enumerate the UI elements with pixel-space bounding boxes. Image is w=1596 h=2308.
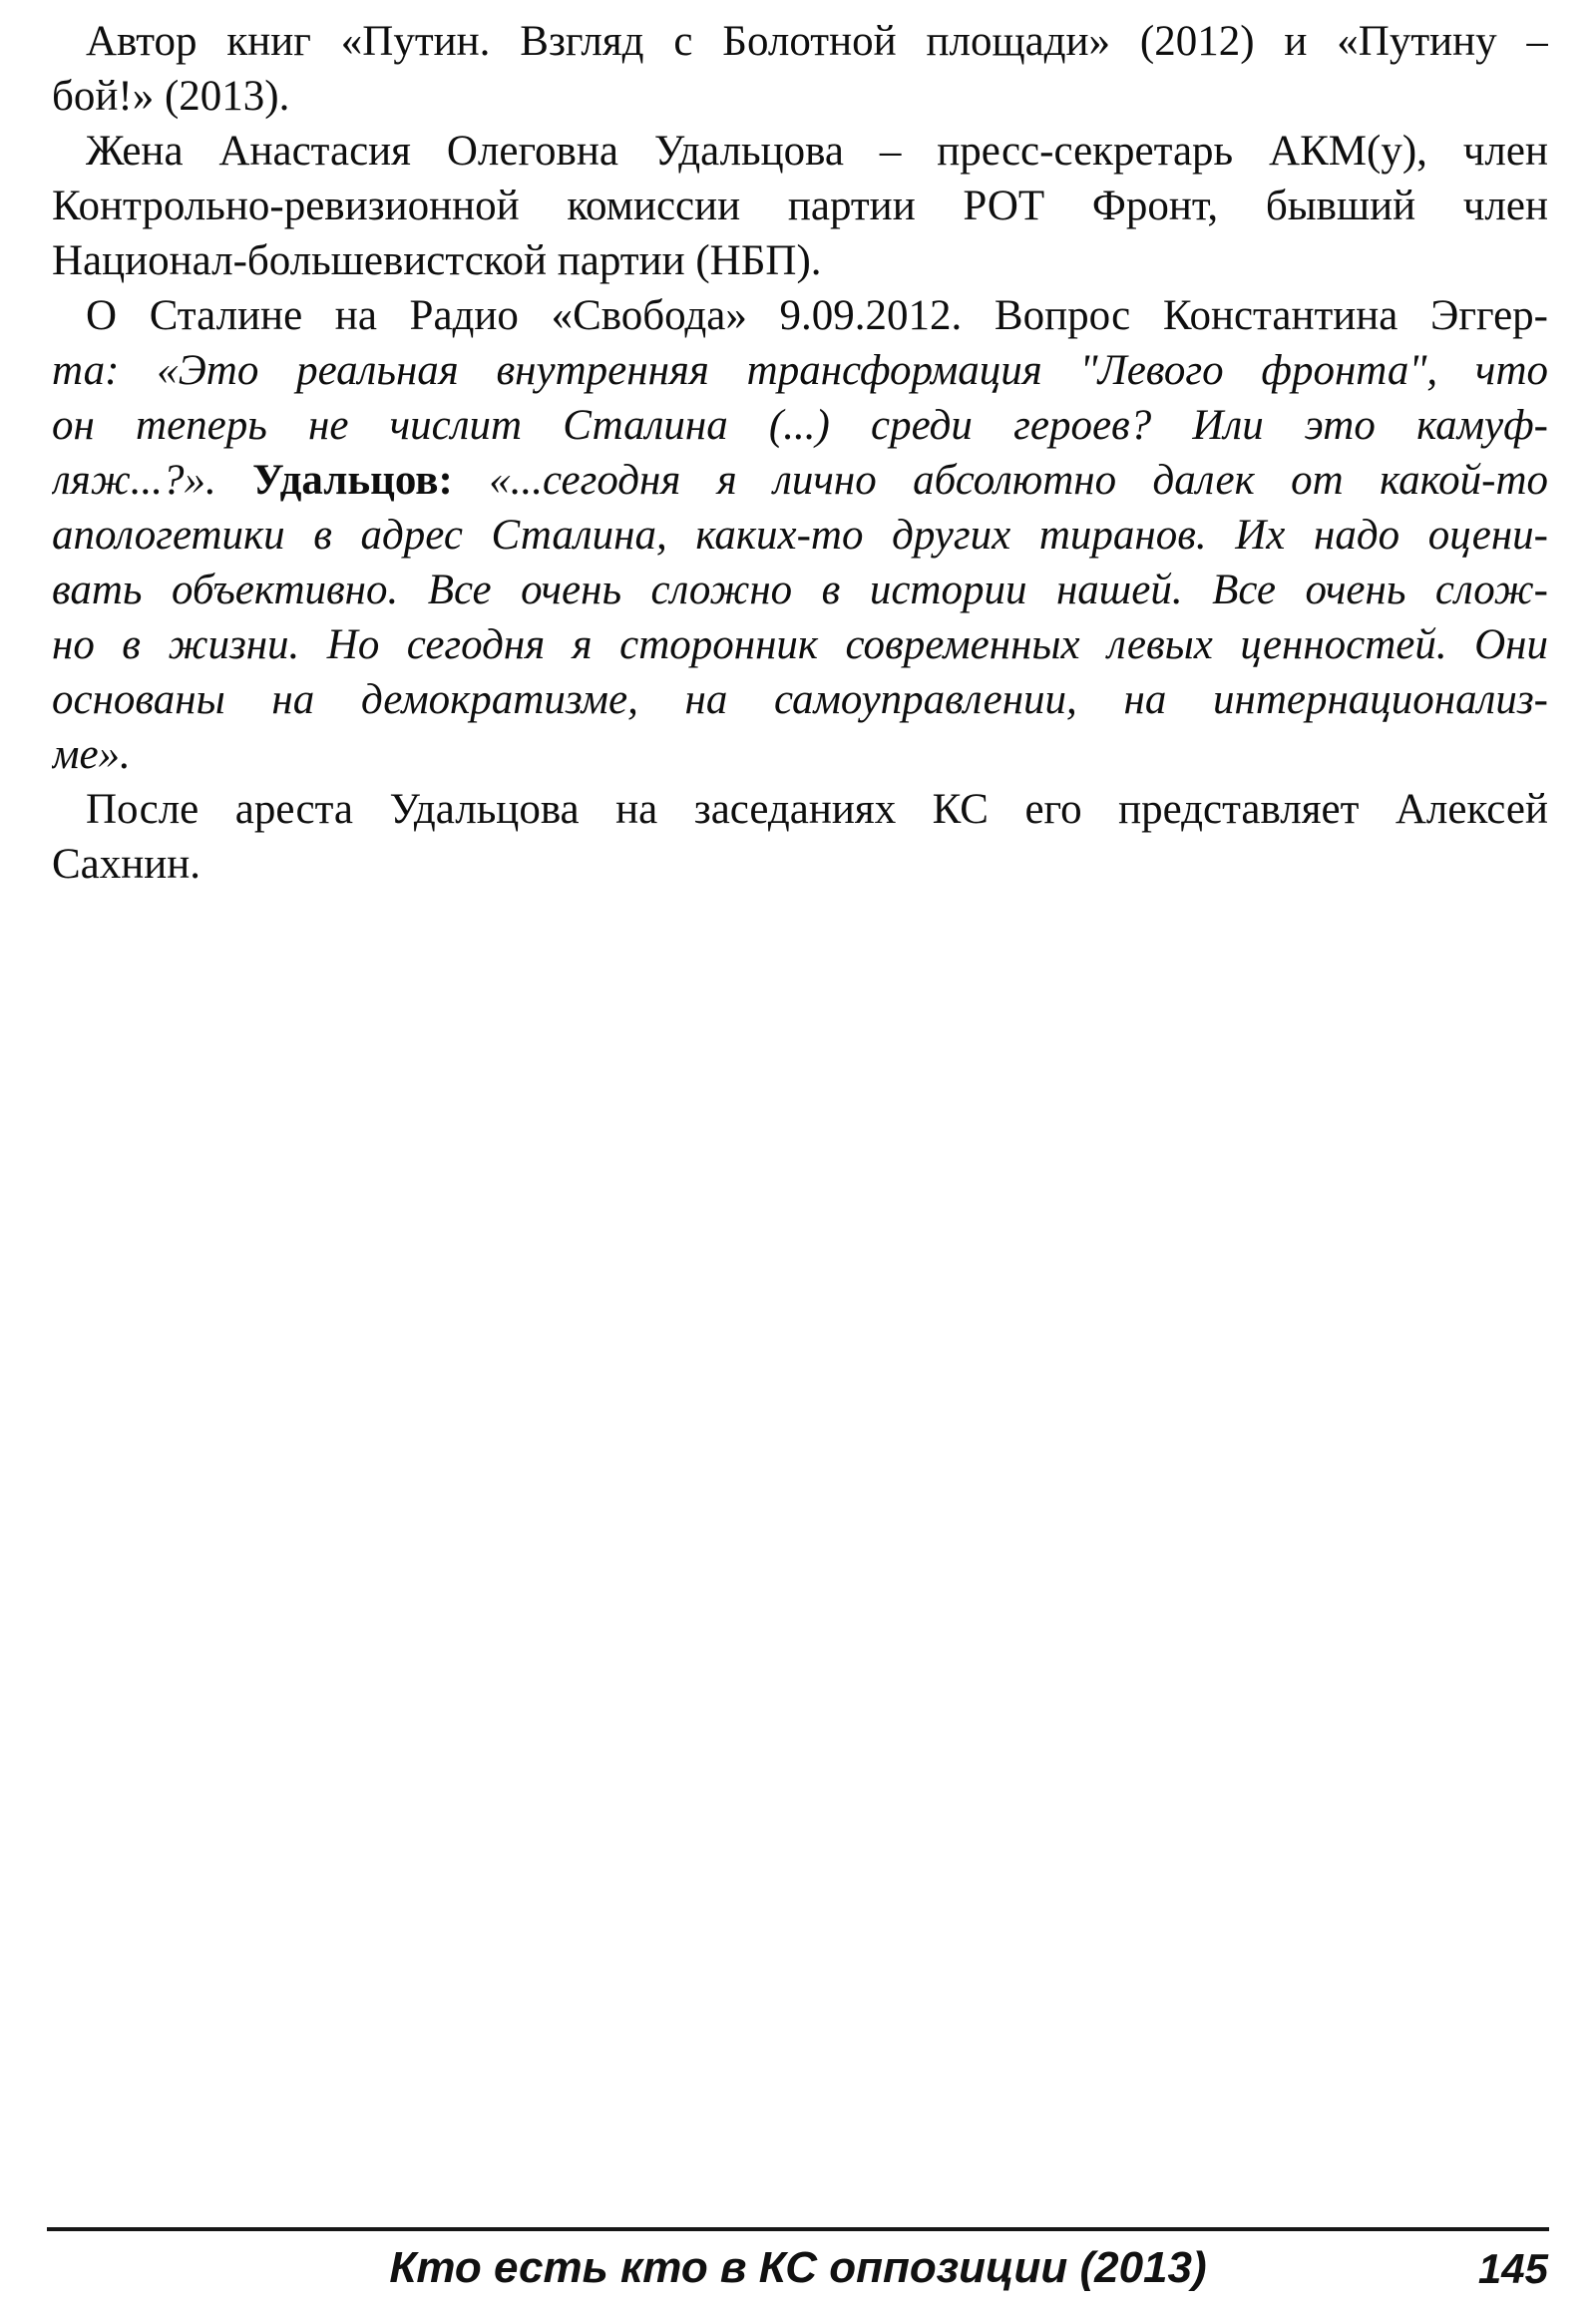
text-segment: О Сталине на Радио «Свобода» 9.09.2012. Вопрос Константина Эггер- xyxy=(86,292,1548,339)
text-line xyxy=(52,343,1548,398)
text-line xyxy=(52,727,1548,782)
page-number: 145 xyxy=(1477,2245,1548,2292)
text-line xyxy=(52,69,1548,124)
text-segment: бой!» (2013). xyxy=(52,73,290,120)
text-segment: основаны на демократизме, на самоуправлении, на интернационализ- xyxy=(52,676,1548,723)
text-segment xyxy=(216,457,252,504)
text-segment: апологетики в адрес Сталина, каких-то других тиранов. Их надо оцени- xyxy=(52,512,1548,559)
text-line xyxy=(52,288,1548,343)
text-segment: После ареста Удальцова на заседаниях КС его представляет Алексей xyxy=(86,786,1548,833)
text-line xyxy=(52,398,1548,453)
text-line xyxy=(52,124,1548,179)
text-segment: но в жизни. Но сегодня я сторонник современных левых ценностей. Они xyxy=(52,621,1548,668)
text-line xyxy=(52,508,1548,563)
text-segment: Контрольно-ревизионной комиссии партии РОТ Фронт, бывший член xyxy=(52,183,1548,229)
text-line xyxy=(52,782,1548,837)
text-segment: Жена Анастасия Олеговна Удальцова – пресс-секретарь АКМ(у), член xyxy=(86,128,1548,175)
text-line xyxy=(52,233,1548,288)
text-segment: Автор книг «Путин. Взгляд с Болотной площади» (2012) и «Путину – xyxy=(86,18,1548,65)
text-line xyxy=(52,14,1548,69)
text-line xyxy=(52,453,1548,508)
footer-divider xyxy=(47,2227,1549,2231)
text-segment: вать объективно. Все очень сложно в истории нашей. Все очень слож- xyxy=(52,567,1548,613)
text-line xyxy=(52,672,1548,727)
text-segment: «...сегодня я лично абсолютно далек от какой-то xyxy=(452,457,1548,504)
text-line xyxy=(52,179,1548,233)
text-line xyxy=(52,563,1548,617)
text-line xyxy=(52,617,1548,672)
text-segment: та: «Это реальная внутренняя трансформация "Левого фронта", что xyxy=(52,347,1548,394)
text-line xyxy=(52,837,1548,892)
text-segment: ляж...?». xyxy=(52,457,216,504)
text-segment: Национал-большевистской партии (НБП). xyxy=(52,237,822,284)
body-text xyxy=(52,14,1548,892)
text-segment: Удальцов: xyxy=(252,457,453,504)
running-title: Кто есть кто в КС оппозиции (2013) xyxy=(389,2243,1207,2292)
text-segment: он теперь не числит Сталина (...) среди героев? Или это камуф- xyxy=(52,402,1548,449)
text-segment: ме». xyxy=(52,731,131,778)
text-segment: Сахнин. xyxy=(52,841,201,888)
